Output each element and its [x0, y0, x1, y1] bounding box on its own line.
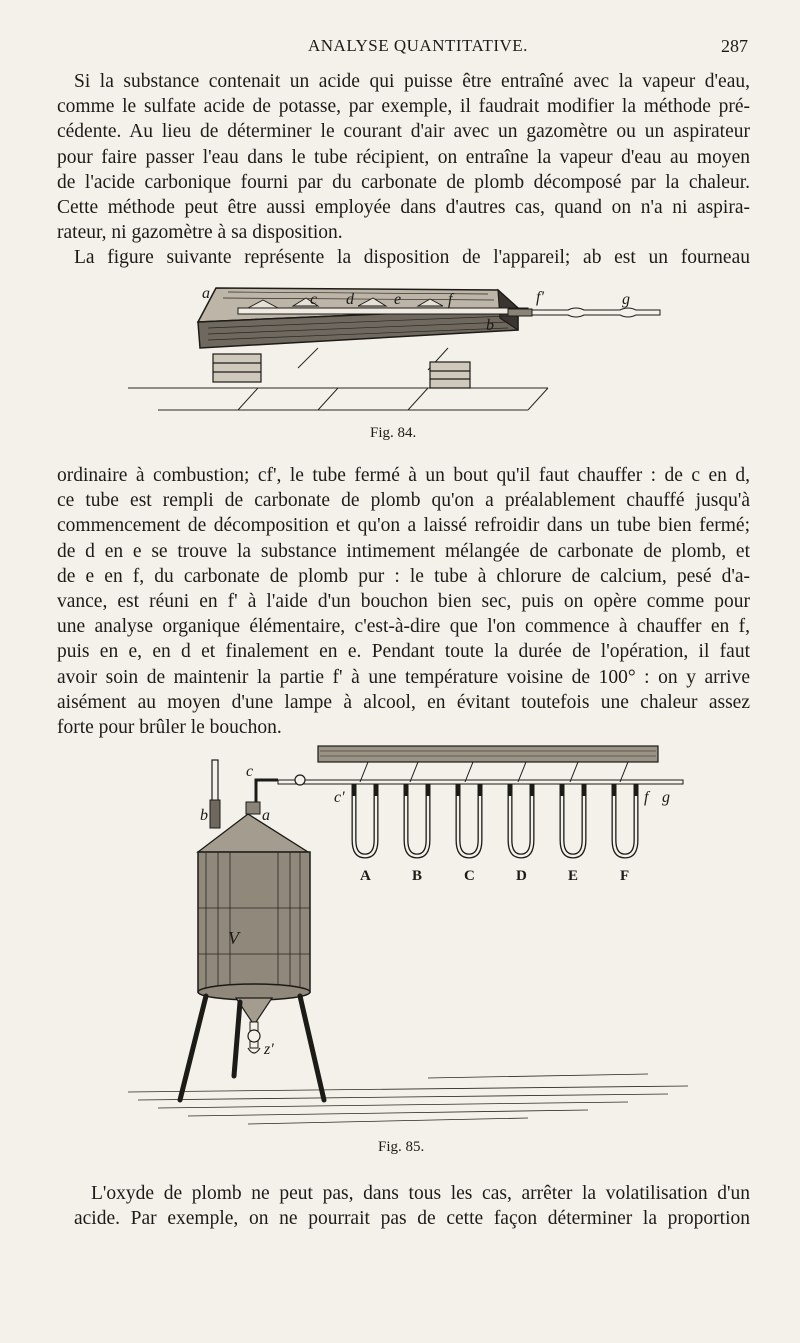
- u-tube: [510, 784, 532, 856]
- text-line: une analyse organique élémentaire, c'est-à-dire que l'on commence à chauffer en f,: [57, 616, 750, 638]
- text-line: avoir soin de maintenir la partie f' à une température voisine de 100° : on y arrive: [57, 666, 750, 688]
- tube-label: D: [516, 868, 527, 884]
- paragraph-1: [57, 69, 750, 271]
- page-number: 287: [721, 36, 748, 56]
- label-d: d: [346, 291, 354, 308]
- label-c: c: [246, 763, 254, 780]
- label-a: a: [262, 807, 270, 824]
- text-line: de e en f, du carbonate de plomb pur : le tube à chlorure de calcium, pesé d'a-: [57, 565, 750, 587]
- label-z: z': [264, 1041, 274, 1058]
- label-f: f: [448, 291, 453, 308]
- text-line: commencement de décomposition et qu'on a laissé refroidir dans un tube bien fermé;: [57, 515, 750, 537]
- u-tube-fill: [562, 796, 584, 856]
- text-line: rateur, ni gazomètre à sa disposition.: [57, 222, 343, 244]
- text-line: comme le sulfate acide de potasse, par exemple, il faudrait modifier la méthode pré-: [57, 96, 750, 118]
- text-line: acide. Par exemple, on ne pourrait pas de cette façon déterminer la proportion: [74, 1208, 750, 1230]
- figure-84-caption: Fig. 84.: [370, 425, 417, 441]
- text-line: cédente. Au lieu de déterminer le courant d'air avec un gazomètre ou un aspirateur: [57, 121, 750, 143]
- figure-85-caption: Fig. 85.: [378, 1139, 425, 1155]
- u-tube: [614, 784, 636, 856]
- text-line: puis en e, en d et finalement en e. Pendant toute la durée de l'opération, il faut: [57, 641, 750, 663]
- text-line: aisément au moyen d'une lampe à alcool, en évitant toutefois une chaleur assez: [57, 691, 750, 713]
- label-a: a: [202, 285, 210, 302]
- text-line: L'oxyde de plomb ne peut pas, dans tous les cas, arrêter la volatilisation d'un: [91, 1183, 750, 1204]
- running-header: [0, 36, 800, 58]
- label-b: b: [486, 317, 494, 334]
- text-line: La figure suivante représente la disposition de l'appareil; ab est un fourneau: [74, 247, 750, 269]
- label-g: g: [662, 789, 670, 806]
- paragraph-3: [57, 1181, 750, 1231]
- label-g: g: [622, 291, 630, 308]
- tube-label: E: [568, 868, 579, 884]
- u-tube-fill: [458, 796, 480, 856]
- tube-label: A: [360, 868, 371, 884]
- tube-label: F: [620, 868, 630, 884]
- figure-85-gasometer-illustration: [128, 740, 698, 1132]
- u-tube-fill: [614, 796, 636, 856]
- tube-label: C: [464, 868, 475, 884]
- text-line: forte pour brûler le bouchon.: [57, 717, 282, 739]
- text-line: ce tube est rempli de carbonate de plomb qu'on a préalablement chauffé jusqu'à: [57, 490, 750, 512]
- u-tube: [562, 784, 584, 856]
- text-line: pour faire passer l'eau dans le tube récipient, on entraîne la vapeur d'eau au moyen: [57, 146, 750, 168]
- text-line: de d en e se trouve la substance intimement mélangée de carbonate de plomb, et: [57, 540, 750, 562]
- label-c-prime: c': [334, 789, 345, 806]
- text-line: Si la substance contenait un acide qui puisse être entraîné avec la vapeur d'eau,: [74, 71, 750, 92]
- text-line: de l'acide carbonique fourni par du carbonate de plomb décomposé par la chaleur.: [57, 171, 750, 193]
- u-tube: [406, 784, 428, 856]
- label-c: c: [310, 291, 318, 308]
- u-tube-fill: [354, 796, 376, 856]
- label-e: e: [394, 291, 402, 308]
- tube-label: B: [412, 868, 423, 884]
- text-line: vance, est réuni en f' à l'aide d'un bouchon bien sec, puis on opère comme pour: [57, 591, 750, 613]
- paragraph-2: [57, 463, 750, 740]
- u-tube: [458, 784, 480, 856]
- figure-84-furnace-illustration: [128, 278, 668, 420]
- text-line: ordinaire à combustion; cf', le tube fermé à un bout qu'il faut chauffer : de c en d,: [57, 465, 750, 486]
- u-tube: [354, 784, 376, 856]
- running-title: ANALYSE QUANTITATIVE.: [308, 36, 528, 55]
- u-tube-fill: [406, 796, 428, 856]
- label-f-prime: f': [536, 289, 544, 306]
- label-b: b: [200, 807, 208, 824]
- u-tube-fill: [510, 796, 532, 856]
- text-line: Cette méthode peut être aussi employée dans d'autres cas, quand on n'a ni aspira-: [57, 197, 750, 219]
- label-V: V: [228, 928, 239, 948]
- label-f: f: [644, 789, 649, 806]
